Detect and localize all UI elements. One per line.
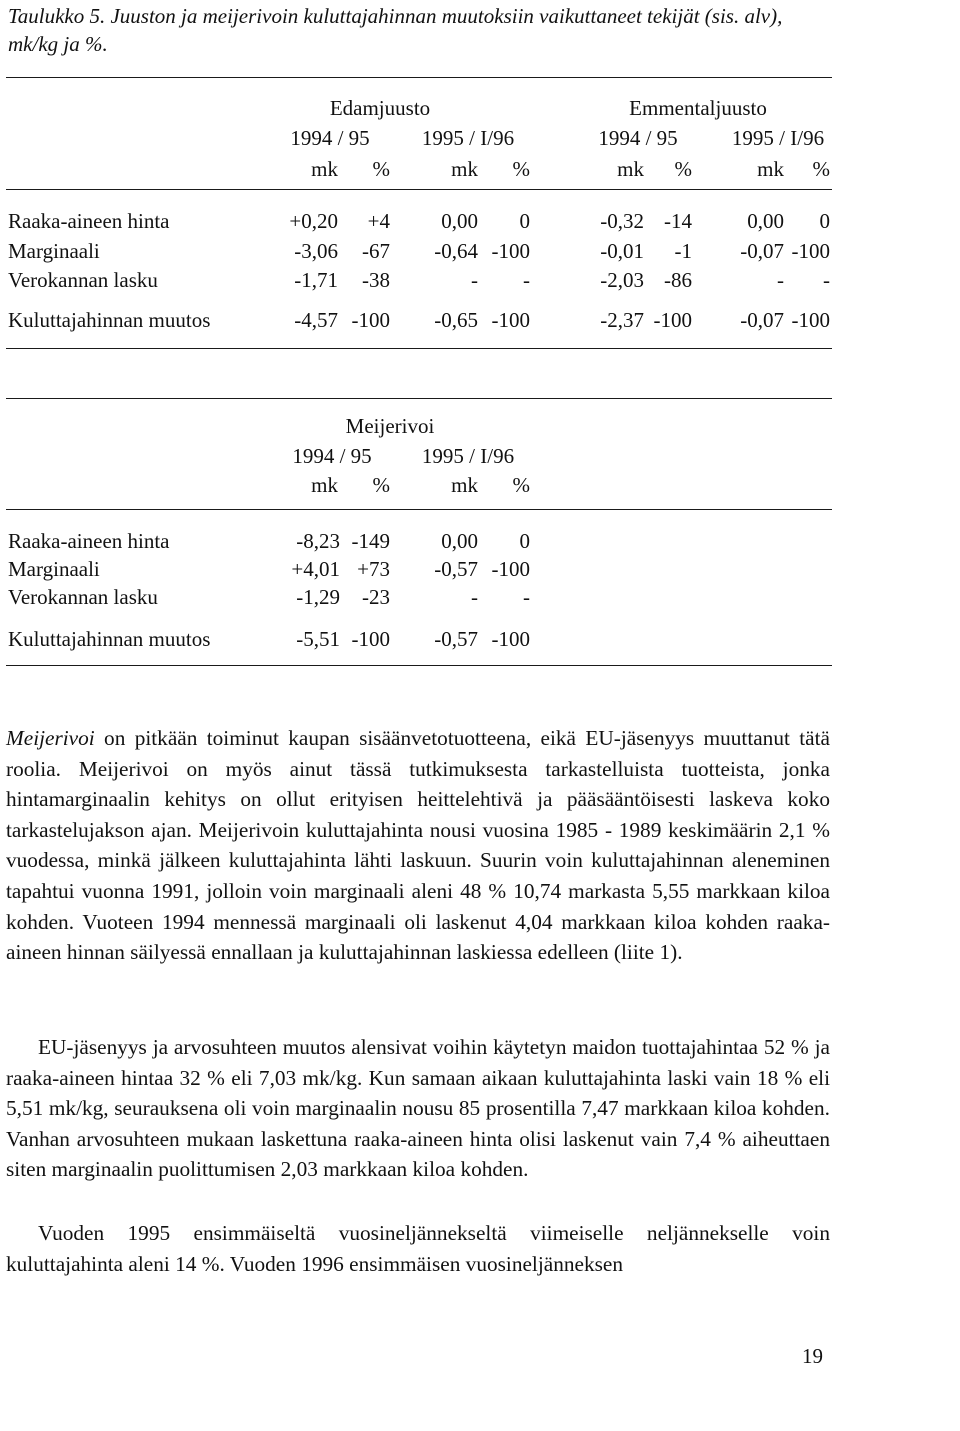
table-cell: -149 <box>351 529 390 553</box>
table-cell: -38 <box>362 268 390 292</box>
table-cell: -0,65 <box>434 308 478 332</box>
table-1-header-rule <box>6 189 832 190</box>
unit-header: mk <box>311 473 338 497</box>
table-cell: - <box>823 268 830 292</box>
row-label: Verokannan lasku <box>8 585 158 609</box>
unit-header: mk <box>757 157 784 181</box>
row-label: Kuluttajahinnan muutos <box>8 627 211 651</box>
table-cell: - <box>471 585 478 609</box>
unit-header: mk <box>451 157 478 181</box>
period-header: 1995 / I/96 <box>421 444 515 468</box>
unit-header: % <box>674 157 692 181</box>
group-header-meijerivoi: Meijerivoi <box>345 414 435 438</box>
table-1-top-rule <box>6 77 832 78</box>
table-cell: -2,03 <box>600 268 644 292</box>
table-cell: -0,01 <box>600 239 644 263</box>
table-cell: -3,06 <box>294 239 338 263</box>
group-header-emmentaljuusto: Emmentaljuusto <box>629 96 767 120</box>
table-cell: +4,01 <box>291 557 340 581</box>
unit-header: % <box>512 157 530 181</box>
table-cell: 0 <box>819 209 830 233</box>
table-2-top-rule <box>6 398 832 399</box>
body-paragraph-2 <box>6 1032 830 1185</box>
table-cell: 0,00 <box>441 529 478 553</box>
table-caption: Taulukko 5. Juuston ja meijerivoin kuluttajahinnan muutoksiin vaikuttaneet tekijät (sis. alv), mk/kg ja %. <box>8 4 783 56</box>
row-label: Kuluttajahinnan muutos <box>8 308 211 332</box>
table-cell: -100 <box>491 627 530 651</box>
unit-header: % <box>372 157 390 181</box>
row-label: Verokannan lasku <box>8 268 158 292</box>
emphasis-meijerivoi: Meijerivoi <box>6 726 95 750</box>
table-cell: -14 <box>664 209 692 233</box>
unit-header: mk <box>617 157 644 181</box>
unit-header: % <box>812 157 830 181</box>
table-cell: -4,57 <box>294 308 338 332</box>
table-cell: -0,32 <box>600 209 644 233</box>
table-cell: 0 <box>519 209 530 233</box>
table-cell: -1,29 <box>296 585 340 609</box>
table-cell: +4 <box>367 209 390 233</box>
table-cell: 0,00 <box>747 209 784 233</box>
table-cell: -100 <box>351 308 390 332</box>
table-cell: -0,64 <box>434 239 478 263</box>
period-header: 1995 / I/96 <box>421 126 515 150</box>
paragraph-2-text: EU-jäsenyys ja arvosuhteen muutos alensivat voihin käytetyn maidon tuottajahintaa 52 % ja raaka-aineen hintaa 32 % eli 7,03 mk/kg. Kun samaan aikaan kuluttajahinta laski vain 18 % eli 5,51 mk/kg, seurauksena oli voin marginaalin nousu 85 prosentilla 7,47 markkaan kiloa kohden. Vanhan arvosuhteen mukaan laskettuna raaka-aineen hinta olisi laskenut vain 7,4 % aiheuttaen siten marginaalin puolittumisen 2,03 markkaan kiloa kohden. <box>6 1035 830 1182</box>
body-paragraph-1 <box>6 723 830 968</box>
table-cell: -100 <box>791 308 830 332</box>
table-2-bottom-rule <box>6 665 832 666</box>
table-cell: -1,71 <box>294 268 338 292</box>
table-cell: -0,07 <box>740 239 784 263</box>
period-header: 1994 / 95 <box>292 444 372 468</box>
row-label: Raaka-aineen hinta <box>8 529 170 553</box>
unit-header: % <box>372 473 390 497</box>
table-cell: - <box>523 268 530 292</box>
table-cell: 0,00 <box>441 209 478 233</box>
table-cell: - <box>471 268 478 292</box>
table-cell: +0,20 <box>289 209 338 233</box>
table-cell: -100 <box>491 557 530 581</box>
table-1-bottom-rule <box>6 348 832 349</box>
row-label: Marginaali <box>8 239 100 263</box>
page-number: 19 <box>802 1344 823 1368</box>
table-cell: -1 <box>674 239 692 263</box>
paragraph-3-text: Vuoden 1995 ensimmäiseltä vuosineljännekseltä viimeiselle neljännekselle voin kuluttajahinta aleni 14 %. Vuoden 1996 ensimmäisen vuosineljänneksen <box>6 1221 830 1276</box>
table-cell: -100 <box>491 308 530 332</box>
table-cell: -23 <box>362 585 390 609</box>
table-2-header-rule <box>6 509 832 510</box>
table-cell: -0,57 <box>434 557 478 581</box>
period-header: 1994 / 95 <box>598 126 678 150</box>
table-cell: - <box>777 268 784 292</box>
table-cell: +73 <box>357 557 390 581</box>
period-header: 1995 / I/96 <box>731 126 825 150</box>
paragraph-1-text: on pitkään toiminut kaupan sisäänvetotuotteena, eikä EU-jäsenyys muuttanut tätä roolia. Meijerivoi on myös ainut tässä tutkimuksesta tarkastelluista tuotteista, jonka hintamarginaalin kehitys on ollut erityisen heittelehtivä ja pääsääntöisesti laskeva koko tarkastelujakson ajan. Meijerivoin kuluttajahinta nousi vuosina 1985 - 1989 keskimäärin 2,1 % vuodessa, minkä jälkeen kuluttajahinta lähti laskuun. Suurin voin kuluttajahinnan aleneminen tapahtui vuonna 1991, jolloin voin marginaali aleni 48 % 10,74 markasta 5,55 markkaan kiloa kohden. Vuoteen 1994 mennessä marginaali oli laskenut 4,04 markkaan kiloa kohden raaka-aineen hinnan säilyessä ennallaan ja kuluttajahinnan laskiessa edelleen (liite 1). <box>6 726 830 965</box>
row-label: Raaka-aineen hinta <box>8 209 170 233</box>
unit-header: mk <box>311 157 338 181</box>
body-paragraph-3 <box>6 1218 830 1279</box>
table-cell: - <box>523 585 530 609</box>
period-header: 1994 / 95 <box>290 126 370 150</box>
table-cell: -8,23 <box>296 529 340 553</box>
table-cell: -100 <box>791 239 830 263</box>
table-cell: -100 <box>653 308 692 332</box>
table-cell: -2,37 <box>600 308 644 332</box>
table-cell: -100 <box>351 627 390 651</box>
table-cell: -100 <box>491 239 530 263</box>
table-cell: -86 <box>664 268 692 292</box>
table-cell: 0 <box>519 529 530 553</box>
row-label: Marginaali <box>8 557 100 581</box>
table-cell: -0,07 <box>740 308 784 332</box>
table-cell: -0,57 <box>434 627 478 651</box>
unit-header: % <box>512 473 530 497</box>
table-cell: -67 <box>362 239 390 263</box>
group-header-edamjuusto: Edamjuusto <box>329 96 431 120</box>
unit-header: mk <box>451 473 478 497</box>
table-cell: -5,51 <box>296 627 340 651</box>
